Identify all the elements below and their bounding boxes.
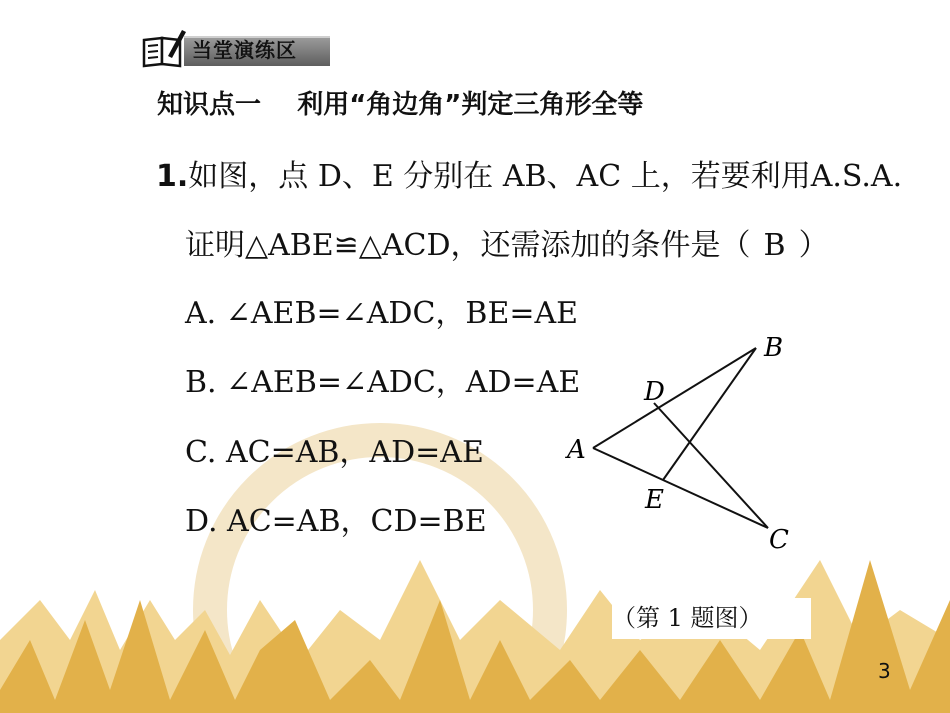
point-label-d: D bbox=[644, 377, 665, 407]
figure-caption: （第 1 题图） bbox=[612, 598, 811, 639]
question-text-1: 如图，点 D、E 分别在 AB、AC 上，若要利用A.S.A. bbox=[188, 159, 903, 194]
triangle-figure bbox=[560, 330, 800, 560]
point-label-b: B bbox=[764, 333, 784, 363]
question-text-2-end: ） bbox=[798, 228, 829, 263]
question-text-2: 证明△ABE≌△ACD，还需添加的条件是（ bbox=[185, 228, 751, 263]
option-d: D. AC=AB，CD=BE bbox=[185, 504, 487, 539]
option-b: B. ∠AEB=∠ADC，AD=AE bbox=[185, 365, 581, 400]
segment-ac bbox=[593, 448, 768, 528]
question-line-2 bbox=[185, 226, 829, 266]
question-line-1 bbox=[156, 157, 902, 197]
option-a: A. ∠AEB=∠ADC，BE=AE bbox=[185, 296, 579, 331]
segment-ab bbox=[593, 348, 756, 448]
banner-title: 当堂演练区 bbox=[192, 38, 297, 62]
question-number: 1. bbox=[156, 159, 189, 194]
segment-cd bbox=[654, 403, 768, 528]
option-c: C. AC=AB，AD=AE bbox=[185, 435, 484, 470]
point-label-c: C bbox=[769, 525, 789, 555]
answer-choice: B bbox=[763, 228, 786, 263]
knowledge-point-heading: 知识点一 利用“角边角”判定三角形全等 bbox=[157, 90, 644, 120]
section-banner bbox=[142, 26, 330, 68]
point-label-a: A bbox=[567, 435, 586, 465]
segment-be bbox=[663, 348, 756, 480]
page-number: 3 bbox=[878, 659, 891, 683]
book-pen-icon bbox=[142, 26, 186, 68]
point-label-e: E bbox=[645, 485, 664, 515]
